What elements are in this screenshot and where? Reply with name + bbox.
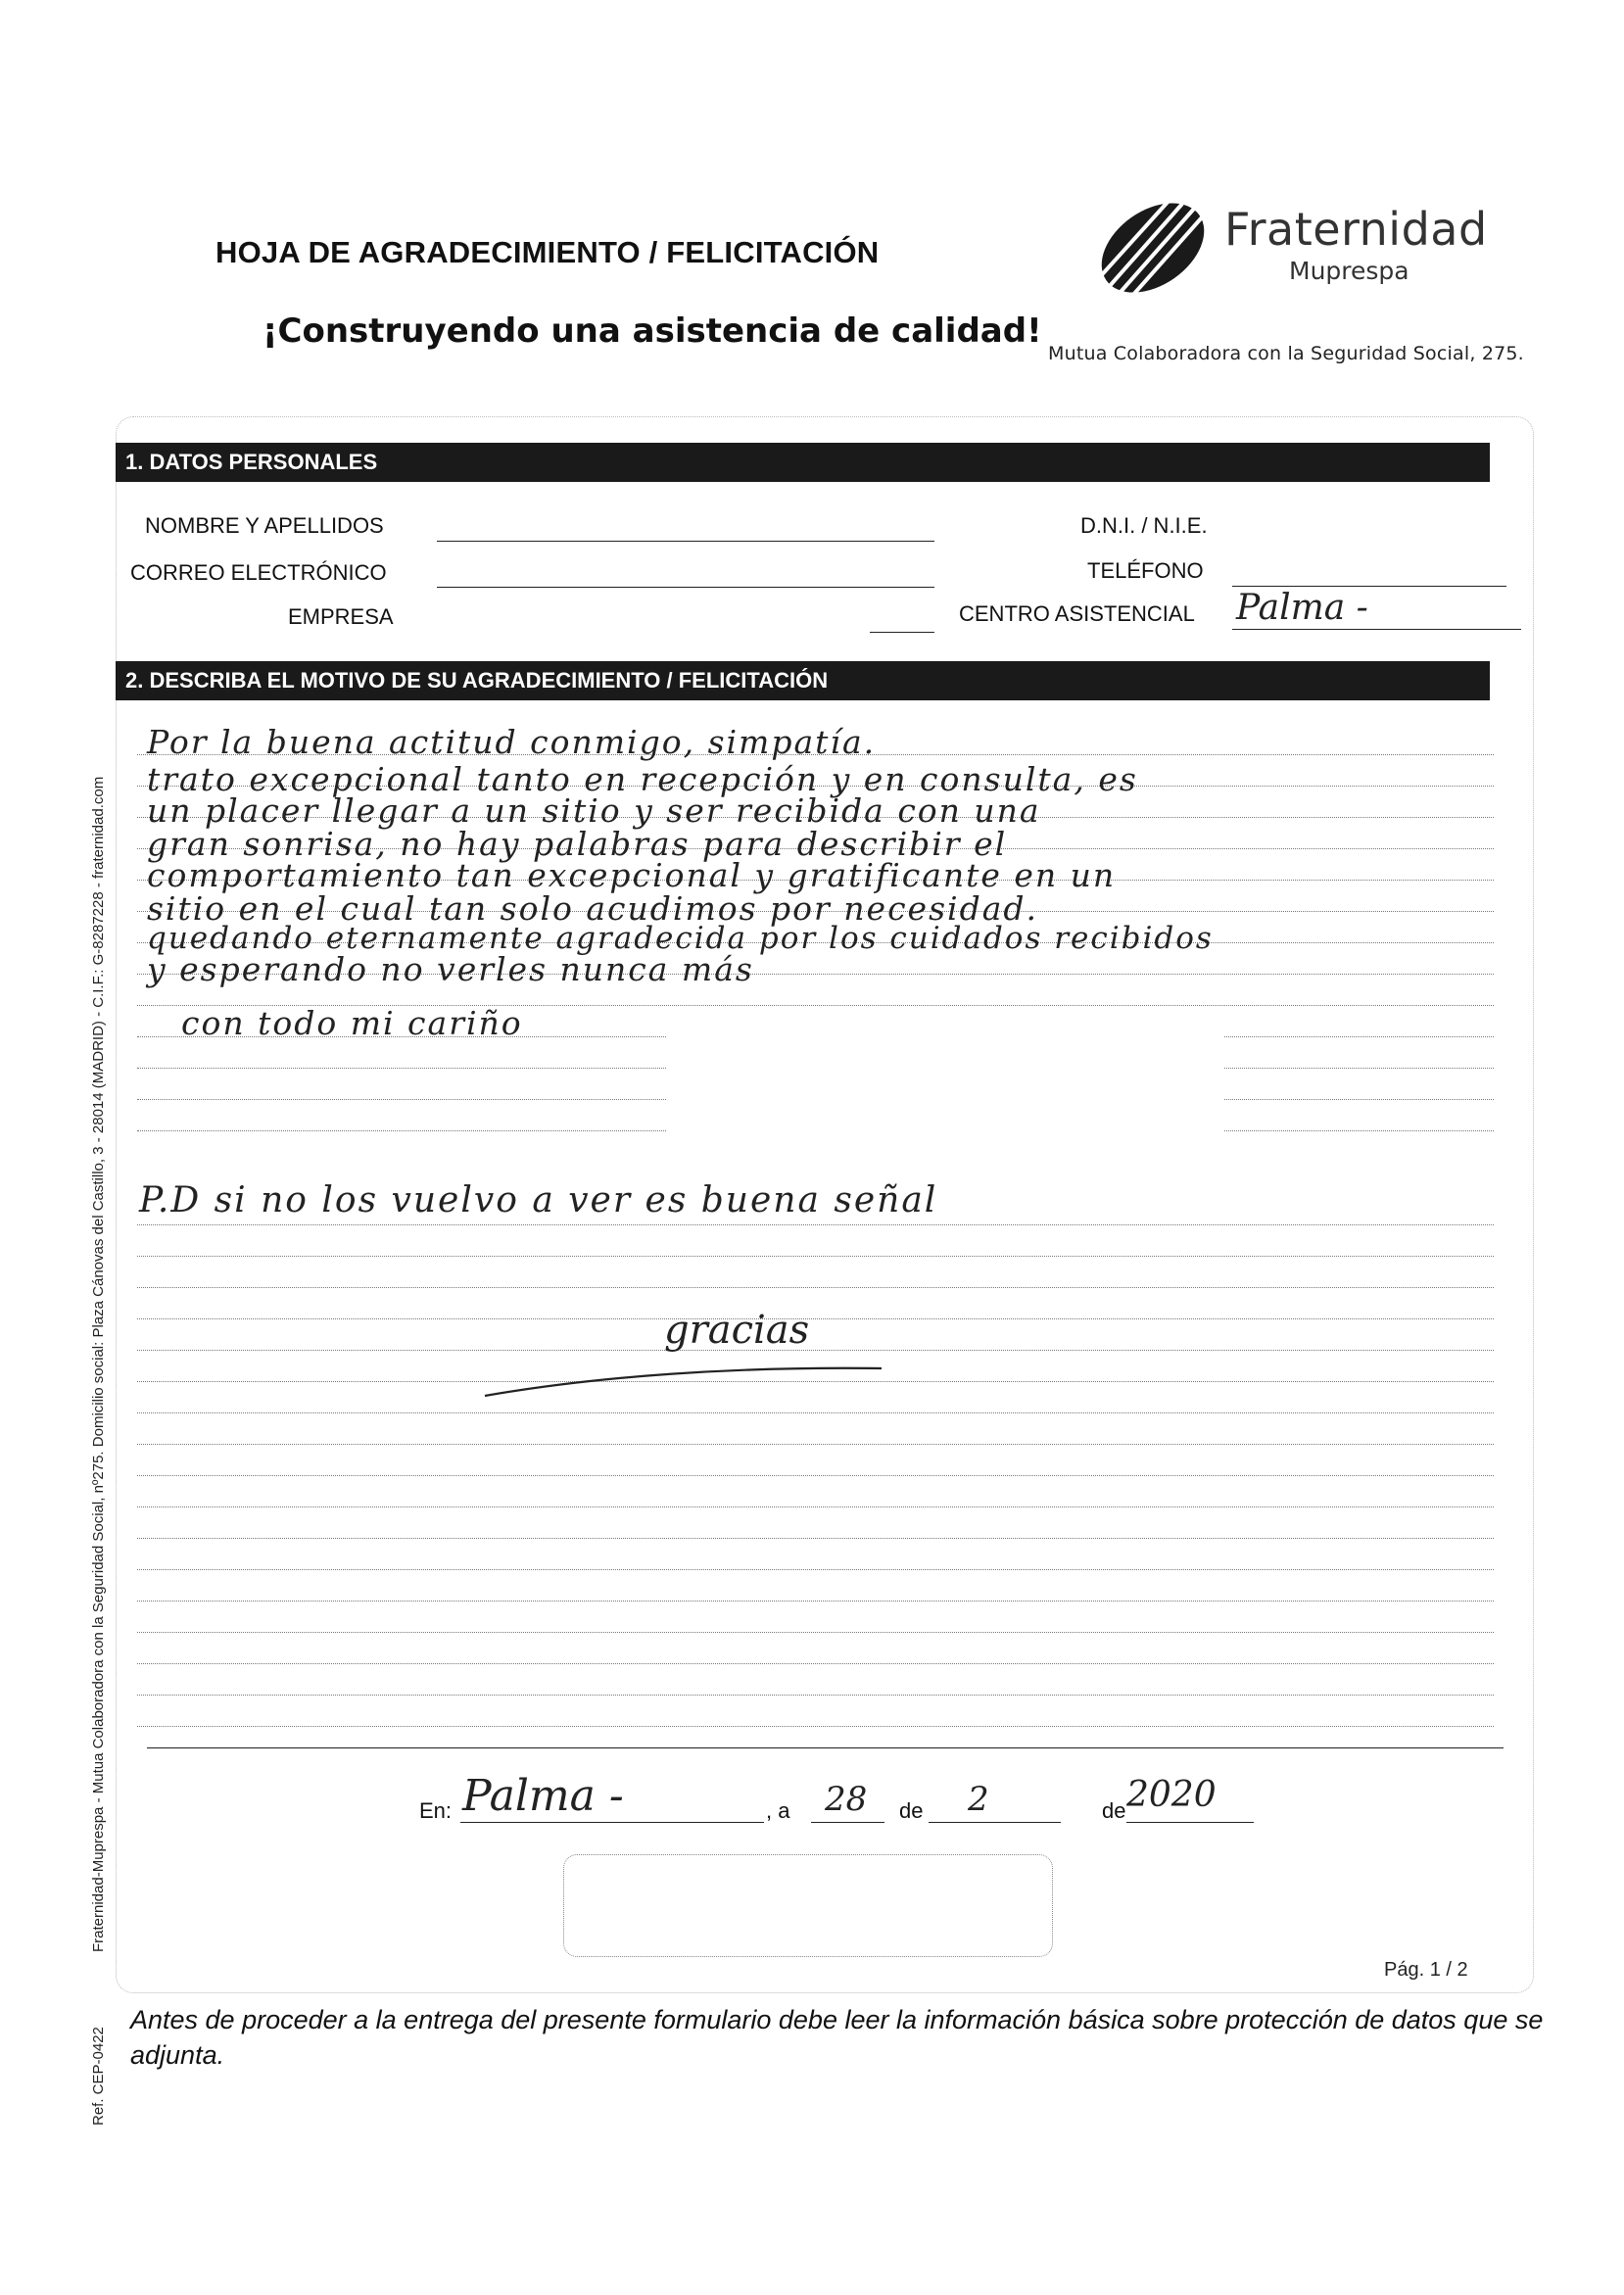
- handwritten-line-8: y esperando no verles nunca más: [147, 950, 754, 988]
- handwritten-line-6: sitio en el cual tan solo acudimos por necesidad.: [147, 889, 1038, 928]
- handwritten-postscript: P.D si no los vuelvo a ver es buena señal: [139, 1180, 938, 1220]
- day-value: 28: [825, 1780, 868, 1819]
- phone-label: TELÉFONO: [1087, 558, 1204, 583]
- section-personal-data-header: [116, 443, 1490, 482]
- page-title: HOJA DE AGRADECIMIENTO / FELICITACIÓN: [215, 235, 880, 269]
- page-number: Pág. 1 / 2: [1384, 1959, 1468, 1981]
- company-label: EMPRESA: [288, 604, 394, 629]
- phone-field[interactable]: [1232, 586, 1506, 587]
- section-personal-data-title: 1. DATOS PERSONALES: [125, 450, 378, 474]
- center-label: CENTRO ASISTENCIAL: [959, 601, 1195, 626]
- company-field[interactable]: [870, 632, 934, 633]
- privacy-note: Antes de proceder a la entrega del presente formulario debe leer la información básica sobre protección de datos que se adjunta.: [130, 2005, 1544, 2070]
- handwritten-line-7: quedando eternamente agradecida por los cuidados recibidos: [147, 921, 1214, 956]
- a-label: , a: [766, 1798, 790, 1823]
- de2-label: de: [1102, 1798, 1126, 1823]
- year-value: 2020: [1126, 1775, 1217, 1815]
- center-value: Palma -: [1236, 588, 1368, 628]
- month-field[interactable]: [929, 1822, 1061, 1823]
- legal-side-text: Fraternidad-Muprespa - Mutua Colaboradora con la Seguridad Social, nº275. Domicilio social: Plaza Cánovas del Castillo, 3 - 28014 (MADRID) - C.I.F.: G-8287228 - fraternidad.com: [90, 776, 107, 1952]
- section-reason-title: 2. DESCRIBA EL MOTIVO DE SU AGRADECIMIENTO / FELICITACIÓN: [125, 668, 829, 693]
- email-field[interactable]: [437, 587, 934, 588]
- logo-subname: Muprespa: [1289, 257, 1409, 285]
- handwritten-line-5: comportamiento tan excepcional y gratificante en un: [147, 856, 1117, 894]
- stamp-box[interactable]: [563, 1854, 1053, 1957]
- place-field[interactable]: [460, 1822, 764, 1823]
- year-field[interactable]: [1126, 1822, 1254, 1823]
- handwritten-line-2: trato excepcional tanto en recepción y en consulta, es: [147, 760, 1138, 798]
- mutua-caption: Mutua Colaboradora con la Seguridad Social, 275.: [1048, 343, 1524, 364]
- fraternidad-logo-icon: [1089, 194, 1217, 302]
- center-field[interactable]: [1232, 629, 1521, 630]
- place-value: Palma -: [462, 1771, 624, 1821]
- de-label: de: [899, 1798, 924, 1823]
- reference-code: Ref. CEP-0422: [90, 2027, 107, 2126]
- handwritten-line-3: un placer llegar a un sitio y ser recibida con una: [147, 791, 1041, 830]
- name-field[interactable]: [437, 541, 934, 542]
- handwritten-thanks: gracias: [664, 1308, 810, 1353]
- day-field[interactable]: [811, 1822, 884, 1823]
- page-subtitle: ¡Construyendo una asistencia de calidad!: [263, 311, 1042, 351]
- handwritten-line-9: con todo mi cariño: [181, 1004, 523, 1042]
- month-value: 2: [968, 1780, 989, 1819]
- signature-stroke: [480, 1357, 891, 1406]
- email-label: CORREO ELECTRÓNICO: [130, 560, 387, 585]
- dni-label: D.N.I. / N.I.E.: [1080, 513, 1208, 538]
- logo-name: Fraternidad: [1224, 203, 1488, 256]
- section-reason-header: [116, 661, 1490, 700]
- place-label: En:: [419, 1798, 453, 1823]
- name-label: NOMBRE Y APELLIDOS: [145, 513, 384, 538]
- handwritten-line-4: gran sonrisa, no hay palabras para describir el: [147, 825, 1008, 863]
- handwritten-line-1: Por la buena actitud conmigo, simpatía.: [147, 723, 877, 761]
